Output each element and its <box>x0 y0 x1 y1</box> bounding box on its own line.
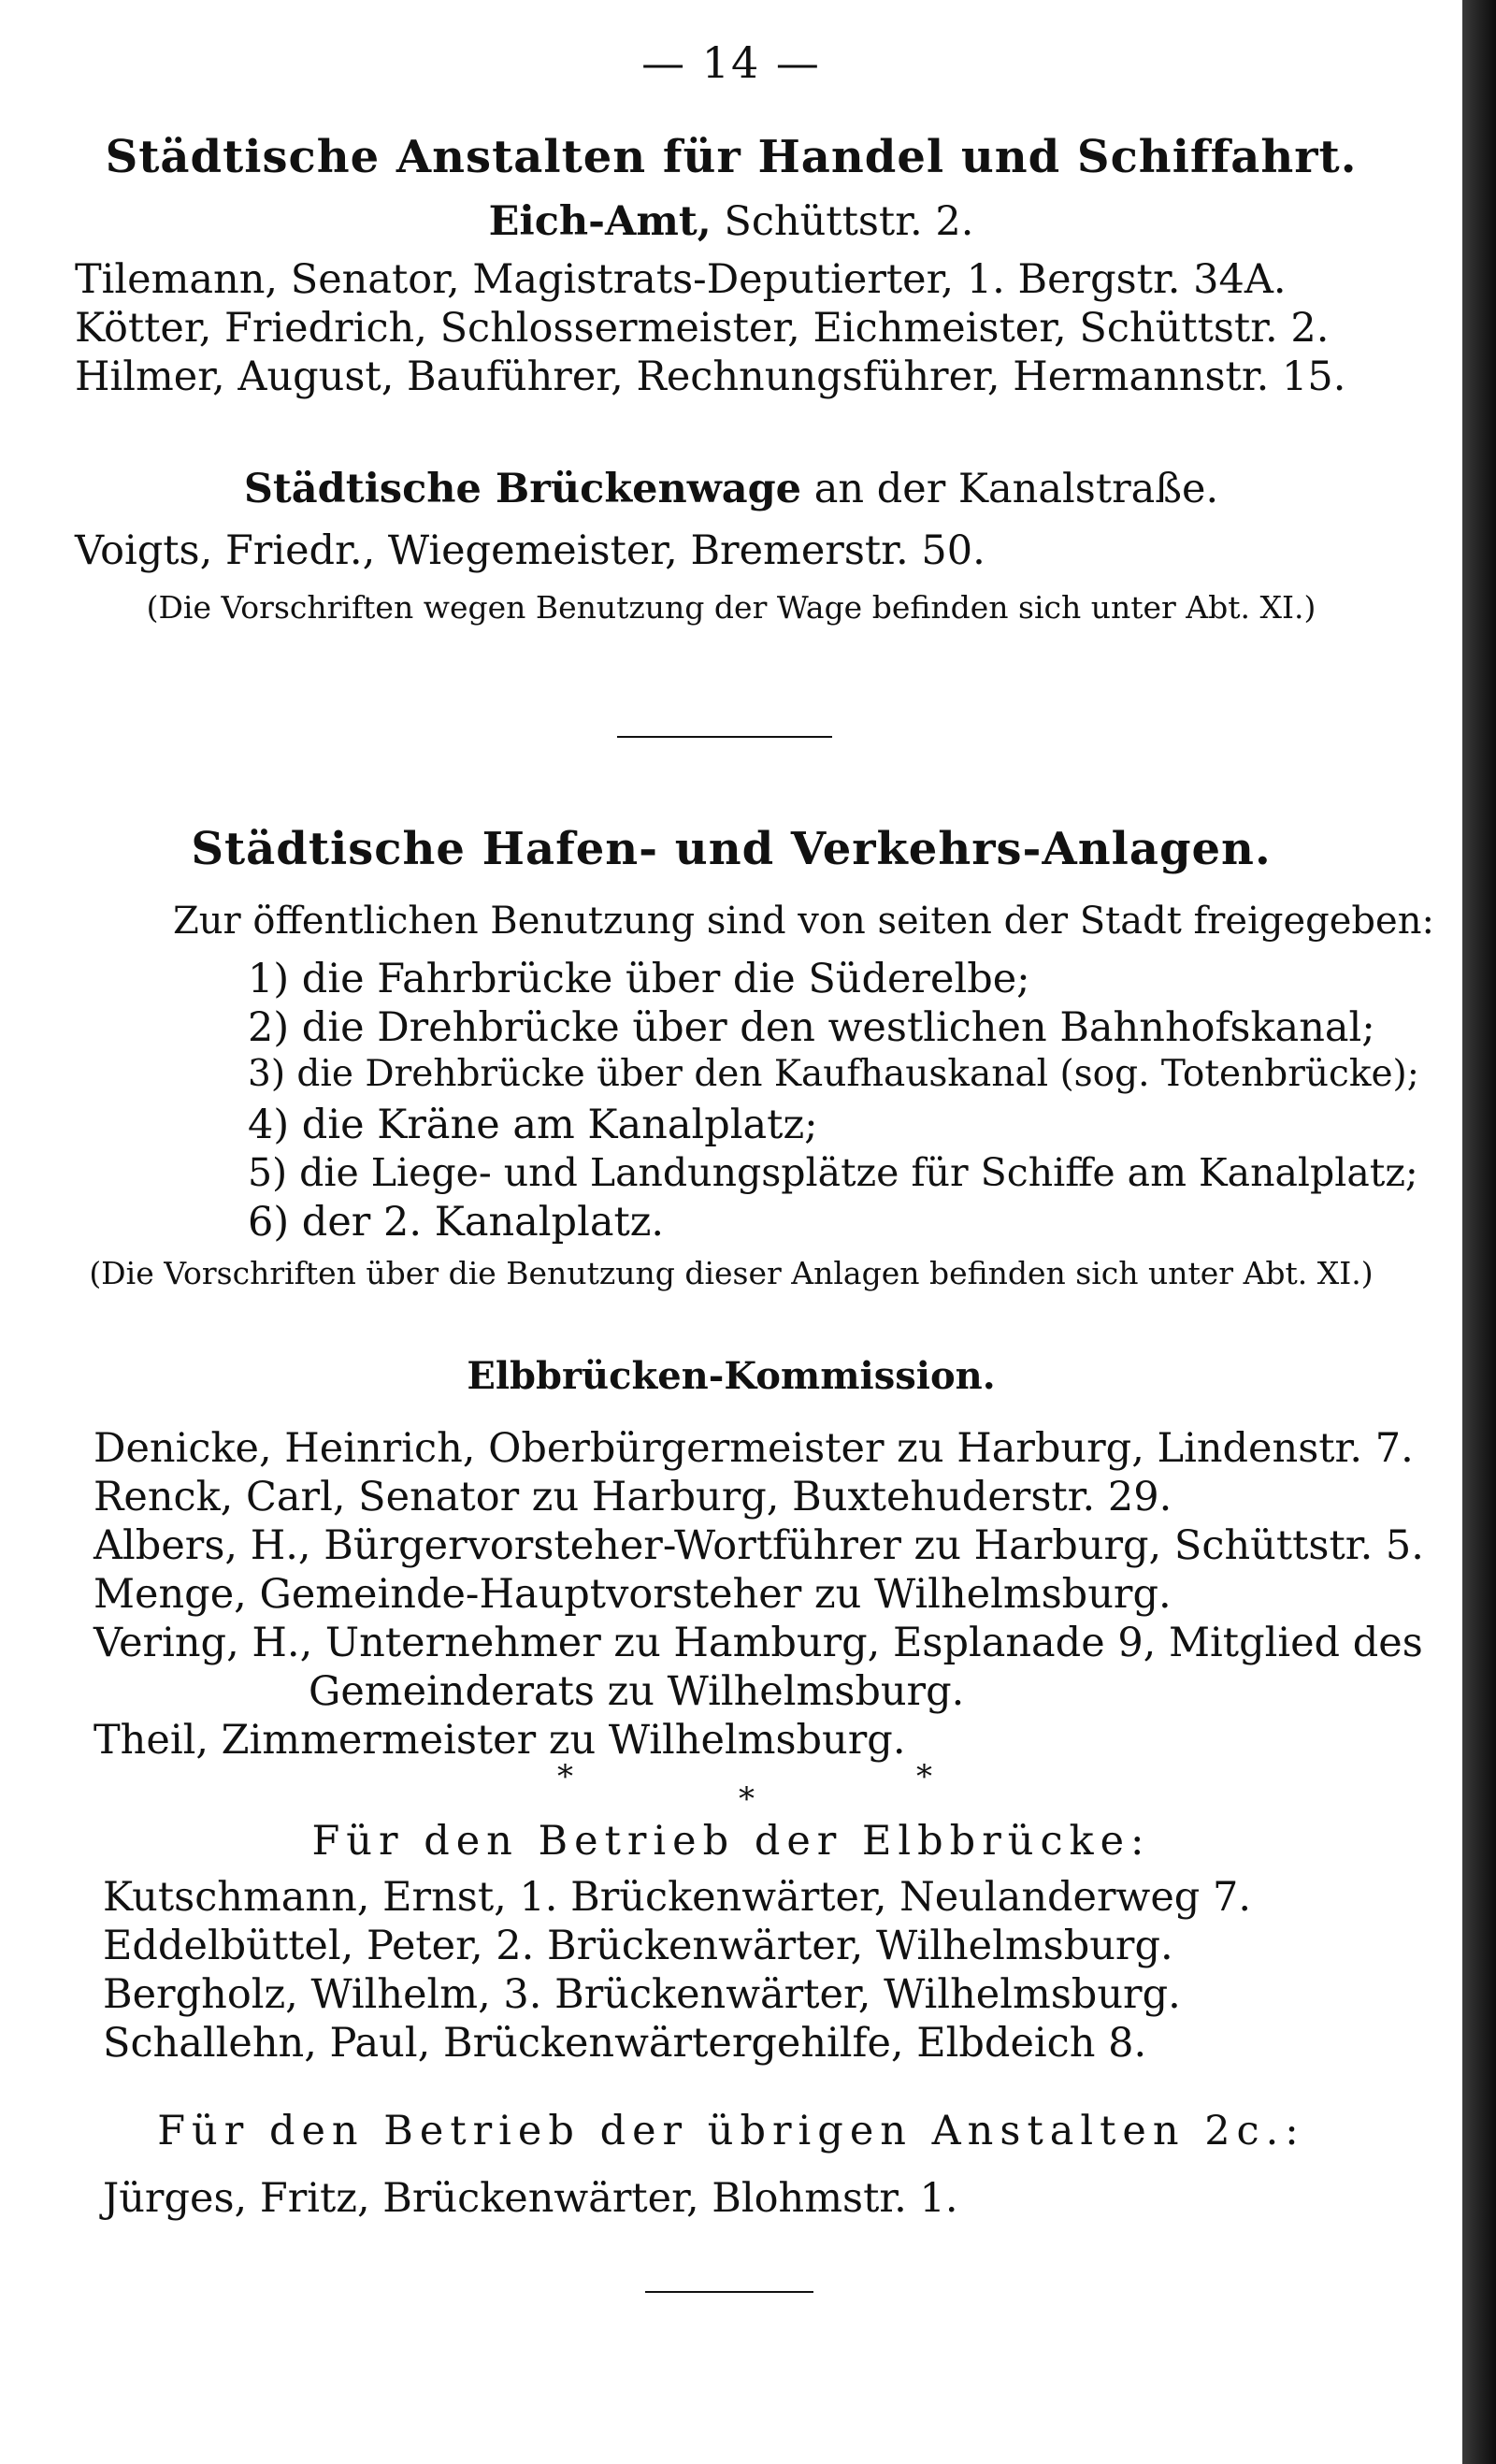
person-entry: Kötter, Friedrich, Schlossermeister, Eichmeister, Schüttstr. 2. <box>75 305 1330 352</box>
section-title-handel-schiffahrt: Städtische Anstalten für Handel und Schiffahrt. <box>105 131 1358 183</box>
betrieb-elbbruecke-title: Für den Betrieb der Elbbrücke: <box>311 1818 1151 1865</box>
asterisk-divider: * <box>739 1780 755 1818</box>
list-item: 6) der 2. Kanalplatz. <box>248 1199 665 1246</box>
page-number: — 14 — <box>641 37 821 88</box>
member-entry: Menge, Gemeinde-Hauptvorsteher zu Wilhelmsburg. <box>94 1571 1172 1618</box>
brueckenwage-name: Städtische Brückenwage <box>243 466 802 512</box>
asterisk-divider: * <box>557 1758 573 1795</box>
section2-note: (Die Vorschriften über die Benutzung dieser Anlagen befinden sich unter Abt. XI.) <box>89 1255 1374 1291</box>
eichamt-name: Eich-Amt, <box>488 198 712 245</box>
staff-entry: Schallehn, Paul, Brückenwärtergehilfe, Elbdeich 8. <box>103 2020 1147 2067</box>
scan-edge <box>1462 0 1496 2464</box>
eichamt-heading <box>0 198 1462 245</box>
member-entry: Vering, H., Unternehmer zu Hamburg, Esplanade 9, Mitglied des <box>94 1620 1423 1666</box>
member-entry: Albers, H., Bürgervorsteher-Wortführer zu Harburg, Schüttstr. 5. <box>94 1522 1424 1569</box>
section-title-elbbruecken-kommission: Elbbrücken-Kommission. <box>467 1354 996 1398</box>
staff-entry: Bergholz, Wilhelm, 3. Brückenwärter, Wilhelmsburg. <box>103 1971 1181 2018</box>
staff-entry: Kutschmann, Ernst, 1. Brückenwärter, Neulanderweg 7. <box>103 1874 1252 1921</box>
brueckenwage-location: an der Kanalstraße. <box>813 466 1219 512</box>
staff-entry: Eddelbüttel, Peter, 2. Brückenwärter, Wilhelmsburg. <box>103 1923 1173 1969</box>
wiegemeister-entry: Voigts, Friedr., Wiegemeister, Bremerstr. 50. <box>75 527 985 574</box>
section1-note: (Die Vorschriften wegen Benutzung der Wage befinden sich unter Abt. XI.) <box>146 589 1316 626</box>
list-item: 1) die Fahrbrücke über die Süderelbe; <box>248 956 1030 1002</box>
section-divider <box>645 2291 813 2293</box>
section-divider <box>617 736 832 738</box>
staff-entry: Jürges, Fritz, Brückenwärter, Blohmstr. 1. <box>103 2175 958 2222</box>
list-item: 2) die Drehbrücke über den westlichen Bahnhofskanal; <box>248 1004 1375 1051</box>
member-entry-continuation: Gemeinderats zu Wilhelmsburg. <box>309 1668 965 1715</box>
person-entry: Tilemann, Senator, Magistrats-Deputierter, 1. Bergstr. 34A. <box>75 256 1287 303</box>
section2-intro: Zur öffentlichen Benutzung sind von seiten der Stadt freigegeben: <box>173 900 1434 943</box>
member-entry: Denicke, Heinrich, Oberbürgermeister zu Harburg, Lindenstr. 7. <box>94 1425 1414 1472</box>
brueckenwage-heading <box>0 466 1462 512</box>
section-title-hafen-verkehr: Städtische Hafen- und Verkehrs-Anlagen. <box>191 823 1272 875</box>
person-entry: Hilmer, August, Bauführer, Rechnungsführer, Hermannstr. 15. <box>75 353 1346 400</box>
member-entry: Theil, Zimmermeister zu Wilhelmsburg. <box>94 1717 906 1764</box>
list-item: 5) die Liege- und Landungsplätze für Schiffe am Kanalplatz; <box>248 1150 1418 1195</box>
asterisk-divider: * <box>916 1758 932 1795</box>
betrieb-uebrige-title: Für den Betrieb der übrigen Anstalten 2c.: <box>157 2108 1305 2154</box>
member-entry: Renck, Carl, Senator zu Harburg, Buxtehuderstr. 29. <box>94 1474 1172 1520</box>
list-item: 3) die Drehbrücke über den Kaufhauskanal (sog. Totenbrücke); <box>248 1053 1419 1095</box>
list-item: 4) die Kräne am Kanalplatz; <box>248 1102 818 1148</box>
eichamt-address: Schüttstr. 2. <box>724 198 974 245</box>
